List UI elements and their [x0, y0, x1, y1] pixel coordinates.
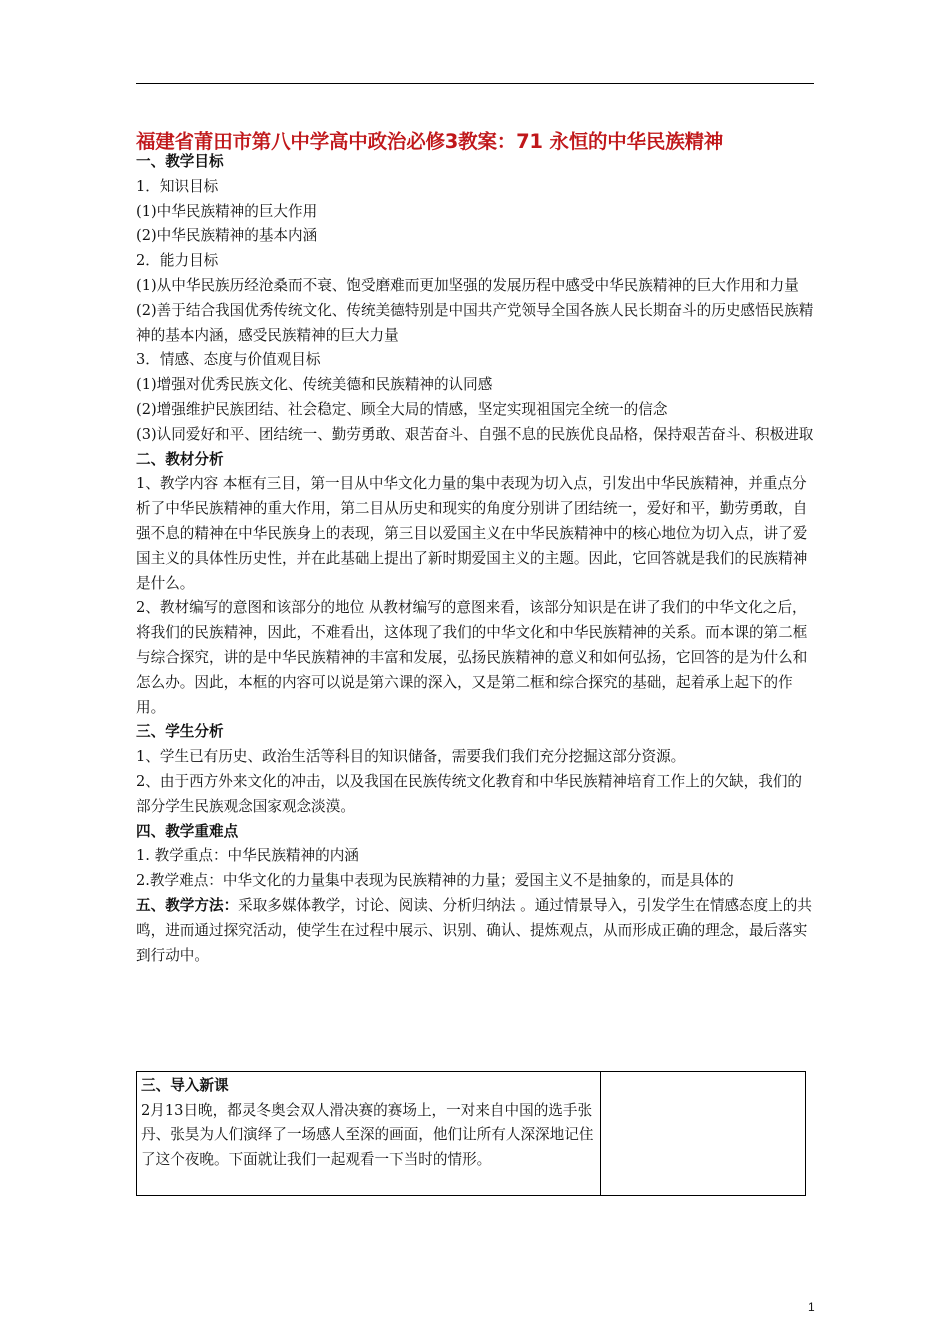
section-heading-students: 三、学生分析 [136, 723, 224, 741]
key-point-line: 2.教学难点：中华文化的力量集中表现为民族精神的力量；爱国主义不是抽象的，而是具体的 [136, 872, 734, 890]
key-point-line: 1. 教学重点：中华民族精神的内涵 [136, 847, 359, 865]
table-heading: 三、导入新课 [141, 1077, 229, 1094]
objective-line: (1)增强对优秀民族文化、传统美德和民族精神的认同感 [136, 376, 493, 394]
objective-line: 2．能力目标 [136, 252, 219, 270]
section-heading-methods: 五、教学方法： [136, 896, 239, 914]
methods-paragraph [136, 894, 816, 968]
header-rule [136, 83, 814, 84]
students-paragraph: 2、由于西方外来文化的冲击，以及我国在民族传统文化教育和中华民族精神培育工作上的欠缺，我们的部分学生民族观念国家观念淡漠。 [136, 772, 803, 815]
objective-line: (2)增强维护民族团结、社会稳定、顾全大局的情感，坚定实现祖国完全统一的信念 [136, 400, 668, 418]
table-text: 2月13日晚，都灵冬奥会双人滑决赛的赛场上，一对来自中国的选手张丹、张昊为人们演绎了一场感人至深的画面，他们让所有人深深地记住了这个夜晚。下面就让我们一起观看一下当时的情形。 [141, 1101, 594, 1168]
section-heading-key-points: 四、教学重难点 [136, 822, 239, 840]
section-heading-materials: 二、教材分析 [136, 450, 224, 468]
objective-line: (1)从中华民族历经沧桑而不衰、饱受磨难而更加坚强的发展历程中感受中华民族精神的巨大作用和力量 [136, 276, 799, 294]
materials-paragraph: 2、教材编写的意图和该部分的地位 从教材编写的意图来看，该部分知识是在讲了我们的中华文化之后，将我们的民族精神，因此，不难看出，这体现了我们的中华文化和中华民族精神的关系。而本课的第二框与综合探究，讲的是中华民族精神的丰富和发展，弘扬民族精神的意义和如何弘扬，它回答的是为什么和怎么办。因此，本框的内容可以说是第六课的深入，又是第二框和综合探究的基础，起着承上起下的作用。 [136, 599, 808, 716]
table-cell-intro [137, 1072, 601, 1195]
methods-text: 采取多媒体教学，讨论、阅读、分析归纳法 。通过情景导入，引发学生在情感态度上的共鸣，进而通过探究活动，使学生在过程中展示、识别、确认、提炼观点，从而形成正确的理念，最后落实到行动中。 [136, 896, 812, 964]
document-title: 福建省莆田市第八中学高中政治必修3教案：71 永恒的中华民族精神 [136, 130, 724, 153]
objective-line: 1．知识目标 [136, 177, 219, 195]
lesson-table [136, 1071, 806, 1196]
objective-line: (2)善于结合我国优秀传统文化、传统美德特别是中国共产党领导全国各族人民长期奋斗的历史感悟民族精神的基本内涵，感受民族精神的巨大力量 [136, 301, 814, 344]
students-paragraph: 1、学生已有历史、政治生活等科目的知识储备，需要我们我们充分挖掘这部分资源。 [136, 748, 686, 766]
section-heading-objectives: 一、教学目标 [136, 153, 224, 170]
document-body [136, 150, 816, 968]
objective-line: (2)中华民族精神的基本内涵 [136, 227, 318, 245]
objective-line: (1)中华民族精神的巨大作用 [136, 202, 318, 220]
page-number: 1 [808, 1300, 815, 1314]
materials-paragraph: 1、教学内容 本框有三目，第一目从中华文化力量的集中表现为切入点，引发出中华民族精神，并重点分析了中华民族精神的重大作用，第二目从历史和现实的角度分别讲了团结统一，爱好和平，勤劳勇敢，自强不息的精神在中华民族身上的表现，第三目以爱国主义在中华民族精神中的核心地位为切入点，讲了爱国主义的具体性历史性，并在此基础上提出了新时期爱国主义的主题。因此，它回答就是我们的民族精神是什么。 [136, 475, 808, 592]
objective-line: 3．情感、态度与价值观目标 [136, 351, 321, 369]
objective-line: (3)认同爱好和平、团结统一、勤劳勇敢、艰苦奋斗、自强不息的民族优良品格，保持艰苦奋斗、积极进取 [136, 425, 814, 443]
table-cell-empty [601, 1072, 805, 1195]
